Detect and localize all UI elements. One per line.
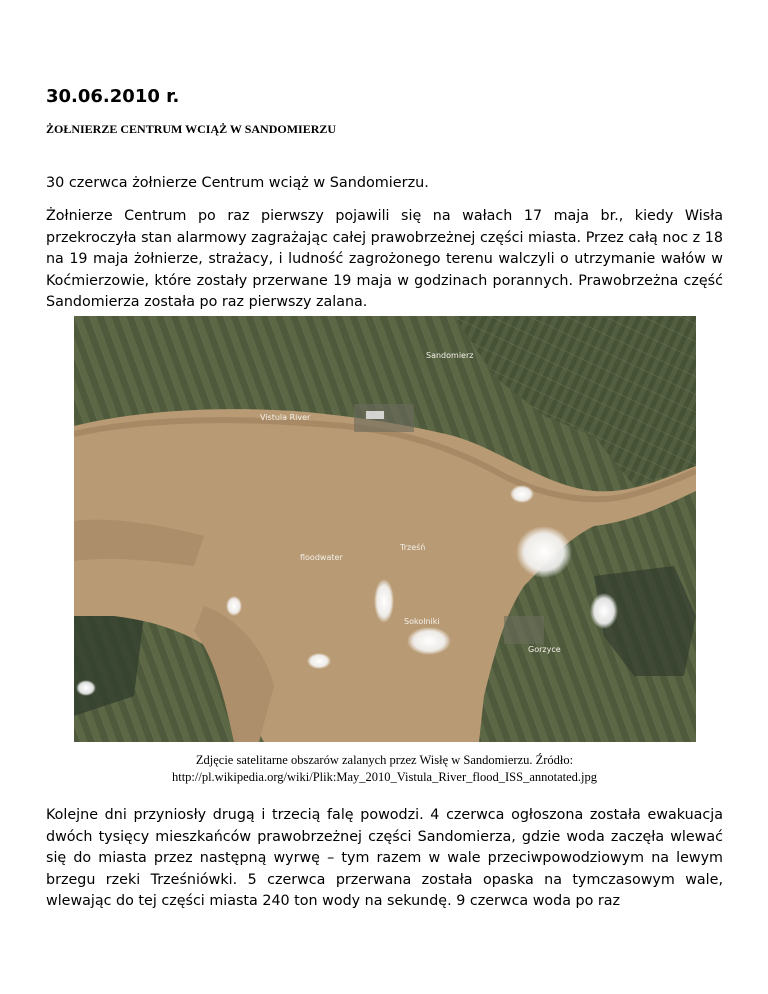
caption-line-1: Zdjęcie satelitarne obszarów zalanych przez Wisłę w Sandomierzu. Źródło: — [195, 753, 574, 767]
cloud — [590, 593, 618, 629]
cloud — [76, 680, 96, 696]
paragraph-1: Żołnierze Centrum po raz pierwszy pojawili się na wałach 17 maja br., kiedy Wisła przekroczyła stan alarmowy zagrażając całej prawobrzeżnej części miasta. Przez całą noc z 18 na 19 maja żołnierze, strażacy, i ludność zagrożonego terenu walczyli o utrzymanie wałów w Koćmierzowie, które zostały przerwane 19 maja w godzinach porannych. Prawobrzeżna część Sandomierza została po raz pierwszy zalana. — [46, 208, 723, 310]
label-vistula-river: Vistula River — [260, 413, 311, 422]
article-date: 30.06.2010 r. — [46, 86, 180, 107]
satellite-image — [74, 316, 696, 742]
gorzyce-town — [504, 616, 544, 644]
cloud — [407, 627, 451, 655]
cloud — [510, 485, 534, 503]
satellite-photo — [74, 316, 696, 742]
label-floodwater: floodwater — [300, 553, 343, 562]
paragraph-2: Kolejne dni przyniosły drugą i trzecią falę powodzi. 4 czerwca ogłoszona została ewakuacja dwóch tysięcy mieszkańców prawobrzeżnej części Sandomierza, gdzie woda zaczęła wlewać się do miasta przez następną wyrwę – tym razem w wale przeciwpowodziowym na lewym brzegu rzeki Trześniówki. 5 czerwca przerwana została opaska na tymczasowym wale, wlewając do tej części miasta 240 ton wody na sekundę. 9 czerwca woda po raz — [46, 807, 723, 909]
cloud — [374, 579, 394, 623]
cloud — [307, 653, 331, 669]
label-trzesn: Trześń — [400, 543, 426, 552]
cloud — [516, 526, 572, 578]
article-headline: ŻOŁNIERZE CENTRUM WCIĄŻ W SANDOMIERZU — [46, 122, 337, 136]
label-gorzyce: Gorzyce — [528, 645, 561, 654]
figure-caption — [46, 752, 723, 786]
label-sandomierz: Sandomierz — [426, 351, 474, 360]
cloud — [226, 596, 242, 616]
article-lead: 30 czerwca żołnierze Centrum wciąż w Sandomierzu. — [46, 175, 429, 191]
label-sokolniki: Sokolniki — [404, 617, 440, 626]
caption-source-url: http://pl.wikipedia.org/wiki/Plik:May_2010_Vistula_River_flood_ISS_annotated.jpg — [171, 770, 598, 784]
